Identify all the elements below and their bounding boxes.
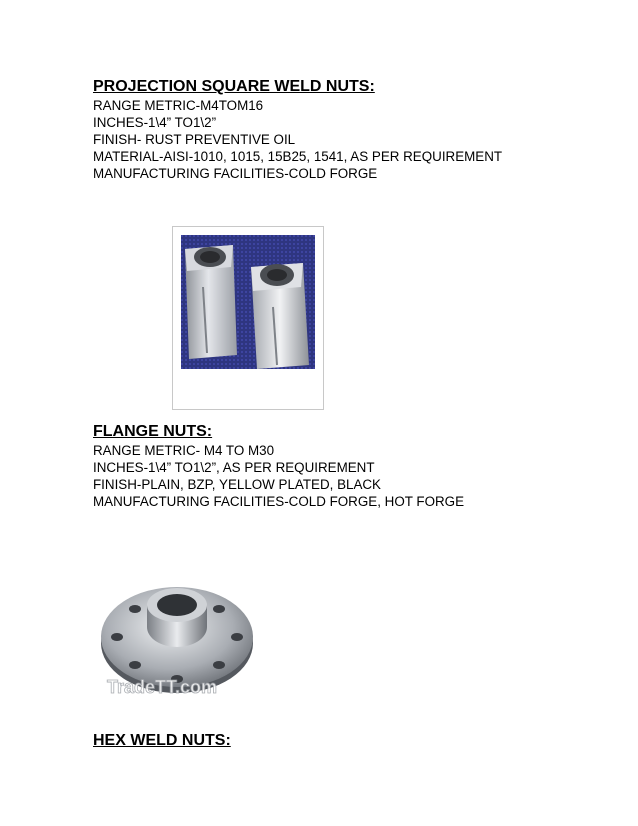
section-heading: HEX WELD NUTS: <box>93 732 231 749</box>
spec-line-inches: INCHES-1\4” TO1\2” <box>93 115 217 130</box>
spec-line-manufacturing: MANUFACTURING FACILITIES-COLD FORGE, HOT FORGE <box>93 494 465 509</box>
spec-line-inches: INCHES-1\4” TO1\2”, AS PER REQUIREMENT <box>93 460 375 475</box>
watermark-text: TradeTT.com <box>107 677 218 697</box>
spec-line-finish: FINISH- RUST PREVENTIVE OIL <box>93 132 296 147</box>
spec-line-finish: FINISH-PLAIN, BZP, YELLOW PLATED, BLACK <box>93 477 381 492</box>
square-weld-nuts-image <box>172 226 324 410</box>
section-projection-square-weld-nuts <box>93 77 613 182</box>
spec-line-manufacturing: MANUFACTURING FACILITIES-COLD FORGE <box>93 166 378 181</box>
section-hex-weld-nuts <box>93 731 613 751</box>
section-heading: PROJECTION SQUARE WELD NUTS: <box>93 78 375 95</box>
spec-line-material: MATERIAL-AISI-1010, 1015, 15B25, 1541, AS PER REQUIREMENT <box>93 149 503 164</box>
spec-line-range: RANGE METRIC- M4 TO M30 <box>93 443 275 458</box>
spec-line-range: RANGE METRIC-M4TOM16 <box>93 98 264 113</box>
flange-nut-image <box>95 565 260 705</box>
section-heading: FLANGE NUTS: <box>93 423 213 440</box>
section-flange-nuts <box>93 422 613 510</box>
